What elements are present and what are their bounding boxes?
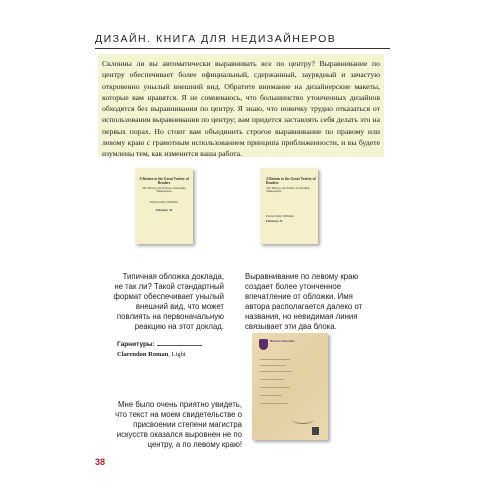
cert-text-line — [260, 403, 288, 404]
cover-subtitle: The History and Future of Reading Shakespeare — [142, 185, 186, 194]
cover-subtitle: The History and Future of Reading Shakespeare — [266, 185, 310, 194]
cert-text-line — [260, 395, 282, 396]
fonts-label: Гарнитуры: — [117, 341, 155, 348]
certificate-image — [252, 333, 328, 440]
page-number: 38 — [95, 457, 106, 467]
cover-date: February 24 — [155, 208, 173, 213]
cover-date: February 24 — [266, 219, 283, 224]
caption-left-aligned-cover: Выравнивание по левому краю создает более утонченное впечатление от обложки. Имя автора располагается далеко от названия, но невидимая линия связывает эти два блока. — [245, 272, 363, 331]
report-cover-left-aligned — [260, 168, 318, 244]
cert-text-line — [260, 365, 286, 366]
fonts-value-bold: Clarendon Roman — [117, 351, 169, 358]
cover-author: Patricia May Williams — [266, 214, 294, 219]
certificate-university: Bristol University — [270, 339, 295, 343]
running-header: ДИЗАЙН. КНИГА ДЛЯ НЕДИЗАЙНЕРОВ — [95, 33, 337, 45]
cover-author: Patricia May Williams — [150, 200, 178, 205]
cert-text-line — [260, 371, 292, 372]
cert-text-line — [260, 359, 290, 360]
cover-title: A Return to the Great Variety of Readers — [139, 177, 189, 186]
signature-icon — [292, 415, 314, 424]
report-cover-centered — [135, 168, 193, 244]
cover-title: A Return to the Great Variety of Readers — [266, 177, 316, 186]
cert-text-line — [260, 387, 290, 388]
fonts-value-rest: , Light — [168, 351, 186, 358]
university-seal-icon — [259, 339, 268, 350]
callout-box: Склонны ли вы автоматически выравнивать все по центру? Выравнивание по центру обеспечивает более официальный, сдержанный, заурядный и зачастую откровенно унылый внешний вид. Обратите внимание на дизайнерские макеты, которые вам нравятся. Я не сомневаюсь, что большинство утонченных дизайнов обходятся без выравнивания по центру. Я знаю, что новичку трудно отказаться от использования выравнивания по центру; вам придется заставлять себя делать это на первых порах. Но стоит вам объединить строгое выравнивание по правому или левому краю с грамотным использованием принципа приближенности, и вы будете изумлены тем, как изменится ваша работа. — [98, 54, 384, 157]
stamp-icon — [312, 427, 319, 435]
header-rule — [95, 48, 390, 49]
fonts-value — [117, 351, 186, 358]
cert-text-line — [260, 379, 284, 380]
caption-certificate: Мне было очень приятно увидеть, что текст на моем свидетельстве о присвоении степени магистра искусств оказался выровнен не по центру, а по левому краю! — [115, 400, 242, 449]
caption-centered-cover: Типичная обложка доклада, не так ли? Такой стандартный формат обеспечивает унылый внешний вид, что может повлиять на первоначальную реакцию на этот доклад. — [113, 272, 224, 331]
